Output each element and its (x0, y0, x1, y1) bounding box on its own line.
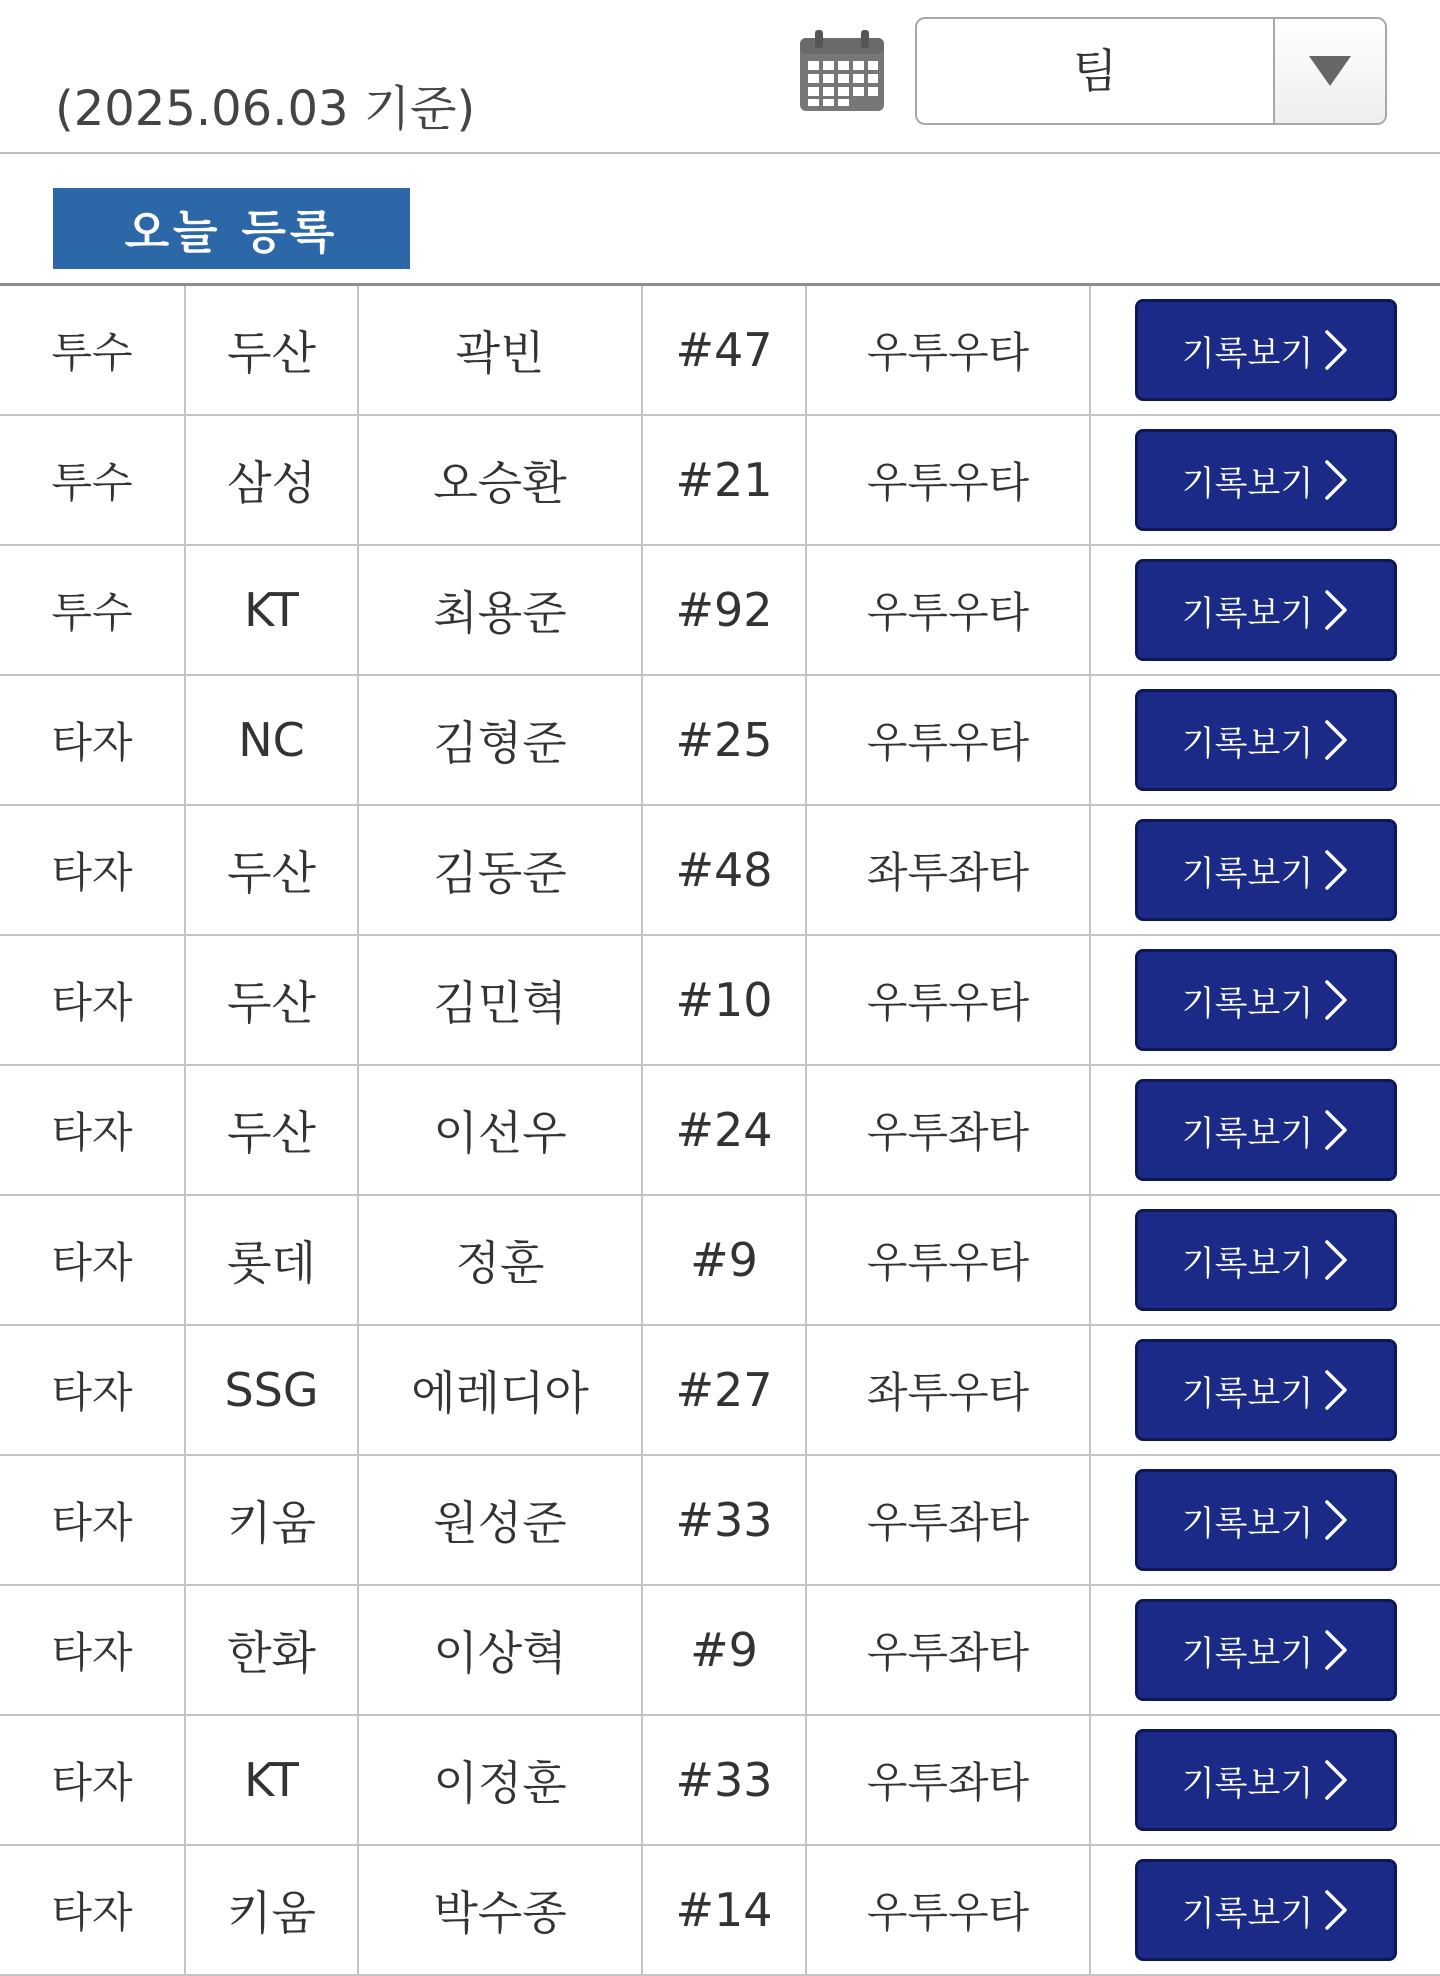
table-row (0, 935, 1440, 1065)
view-record-label: 기록보기 (1181, 723, 1314, 764)
team-cell: 두산 (185, 935, 358, 1065)
view-record-button[interactable] (1135, 949, 1397, 1051)
player-name-cell: 김형준 (358, 675, 642, 805)
view-record-label: 기록보기 (1181, 1633, 1314, 1674)
view-record-label: 기록보기 (1181, 463, 1314, 504)
view-record-button[interactable] (1135, 1469, 1397, 1571)
position-cell: 타자 (0, 1195, 185, 1325)
position-cell: 투수 (0, 415, 185, 545)
uniform-number-cell: #14 (642, 1845, 806, 1975)
table-row (0, 1845, 1440, 1975)
table-row (0, 1195, 1440, 1325)
view-record-button[interactable] (1135, 1729, 1397, 1831)
view-record-label: 기록보기 (1181, 333, 1314, 374)
view-record-button[interactable] (1135, 299, 1397, 401)
player-name-cell: 에레디아 (358, 1325, 642, 1455)
base-date-label: (2025.06.03 기준) (55, 81, 476, 137)
team-cell: 키움 (185, 1455, 358, 1585)
player-name-cell: 이상혁 (358, 1585, 642, 1715)
roster-table-body (0, 286, 1440, 1975)
view-record-button[interactable] (1135, 1859, 1397, 1961)
action-cell (1090, 1195, 1440, 1325)
action-cell (1090, 286, 1440, 415)
player-name-cell: 박수종 (358, 1845, 642, 1975)
table-row (0, 1585, 1440, 1715)
team-cell: 롯데 (185, 1195, 358, 1325)
team-cell: KT (185, 1715, 358, 1845)
action-cell (1090, 1455, 1440, 1585)
team-select-arrow[interactable] (1273, 19, 1385, 123)
team-cell: 삼성 (185, 415, 358, 545)
team-cell: 한화 (185, 1585, 358, 1715)
uniform-number-cell: #33 (642, 1715, 806, 1845)
view-record-label: 기록보기 (1181, 1503, 1314, 1544)
throw-bat-cell: 우투우타 (806, 286, 1090, 415)
uniform-number-cell: #21 (642, 415, 806, 545)
team-cell: KT (185, 545, 358, 675)
action-cell (1090, 805, 1440, 935)
chevron-right-icon (1323, 718, 1349, 762)
uniform-number-cell: #48 (642, 805, 806, 935)
player-name-cell: 정훈 (358, 1195, 642, 1325)
table-row (0, 545, 1440, 675)
view-record-label: 기록보기 (1181, 593, 1314, 634)
table-row (0, 1715, 1440, 1845)
view-record-label: 기록보기 (1181, 1113, 1314, 1154)
throw-bat-cell: 우투우타 (806, 415, 1090, 545)
team-cell: 두산 (185, 805, 358, 935)
action-cell (1090, 1065, 1440, 1195)
view-record-label: 기록보기 (1181, 1763, 1314, 1804)
view-record-button[interactable] (1135, 1339, 1397, 1441)
throw-bat-cell: 우투우타 (806, 545, 1090, 675)
action-cell (1090, 415, 1440, 545)
action-cell (1090, 1585, 1440, 1715)
position-cell: 타자 (0, 1845, 185, 1975)
uniform-number-cell: #47 (642, 286, 806, 415)
view-record-label: 기록보기 (1181, 1893, 1314, 1934)
uniform-number-cell: #27 (642, 1325, 806, 1455)
position-cell: 타자 (0, 675, 185, 805)
chevron-right-icon (1323, 458, 1349, 502)
team-select-value: 팀 (1072, 44, 1118, 98)
chevron-right-icon (1323, 588, 1349, 632)
chevron-right-icon (1323, 328, 1349, 372)
uniform-number-cell: #33 (642, 1455, 806, 1585)
table-row (0, 1455, 1440, 1585)
position-cell: 투수 (0, 545, 185, 675)
team-cell: 두산 (185, 286, 358, 415)
table-row (0, 805, 1440, 935)
throw-bat-cell: 좌투우타 (806, 1325, 1090, 1455)
team-cell: 두산 (185, 1065, 358, 1195)
view-record-button[interactable] (1135, 559, 1397, 661)
calendar-icon[interactable] (797, 28, 887, 114)
chevron-right-icon (1323, 1108, 1349, 1152)
uniform-number-cell: #92 (642, 545, 806, 675)
view-record-label: 기록보기 (1181, 853, 1314, 894)
chevron-right-icon (1323, 1758, 1349, 1802)
player-name-cell: 원성준 (358, 1455, 642, 1585)
view-record-button[interactable] (1135, 819, 1397, 921)
position-cell: 타자 (0, 935, 185, 1065)
chevron-right-icon (1323, 848, 1349, 892)
position-cell: 타자 (0, 805, 185, 935)
table-row (0, 415, 1440, 545)
view-record-button[interactable] (1135, 1209, 1397, 1311)
view-record-button[interactable] (1135, 689, 1397, 791)
chevron-right-icon (1323, 1498, 1349, 1542)
player-name-cell: 김동준 (358, 805, 642, 935)
player-name-cell: 최용준 (358, 545, 642, 675)
team-cell: NC (185, 675, 358, 805)
position-cell: 타자 (0, 1065, 185, 1195)
chevron-right-icon (1323, 1368, 1349, 1412)
view-record-label: 기록보기 (1181, 983, 1314, 1024)
player-name-cell: 이선우 (358, 1065, 642, 1195)
uniform-number-cell: #9 (642, 1585, 806, 1715)
uniform-number-cell: #24 (642, 1065, 806, 1195)
view-record-label: 기록보기 (1181, 1373, 1314, 1414)
position-cell: 타자 (0, 1455, 185, 1585)
throw-bat-cell: 우투우타 (806, 1195, 1090, 1325)
table-row (0, 1325, 1440, 1455)
player-name-cell: 이정훈 (358, 1715, 642, 1845)
table-row (0, 286, 1440, 415)
throw-bat-cell: 우투우타 (806, 675, 1090, 805)
table-row (0, 1065, 1440, 1195)
top-bar (0, 0, 1440, 154)
throw-bat-cell: 우투좌타 (806, 1455, 1090, 1585)
action-cell (1090, 675, 1440, 805)
uniform-number-cell: #25 (642, 675, 806, 805)
player-name-cell: 김민혁 (358, 935, 642, 1065)
view-record-button[interactable] (1135, 1599, 1397, 1701)
chevron-right-icon (1323, 1888, 1349, 1932)
chevron-right-icon (1323, 978, 1349, 1022)
action-cell (1090, 935, 1440, 1065)
position-cell: 투수 (0, 286, 185, 415)
position-cell: 타자 (0, 1715, 185, 1845)
chevron-right-icon (1323, 1628, 1349, 1672)
throw-bat-cell: 우투좌타 (806, 1585, 1090, 1715)
position-cell: 타자 (0, 1585, 185, 1715)
view-record-label: 기록보기 (1181, 1243, 1314, 1284)
action-cell (1090, 1715, 1440, 1845)
throw-bat-cell: 우투우타 (806, 935, 1090, 1065)
table-row (0, 675, 1440, 805)
position-cell: 타자 (0, 1325, 185, 1455)
roster-table-wrapper (0, 283, 1440, 1976)
view-record-button[interactable] (1135, 429, 1397, 531)
chevron-right-icon (1323, 1238, 1349, 1282)
player-name-cell: 곽빈 (358, 286, 642, 415)
throw-bat-cell: 우투좌타 (806, 1065, 1090, 1195)
uniform-number-cell: #9 (642, 1195, 806, 1325)
today-registered-badge: 오늘 등록 (53, 188, 410, 269)
action-cell (1090, 545, 1440, 675)
throw-bat-cell: 우투좌타 (806, 1715, 1090, 1845)
player-name-cell: 오승환 (358, 415, 642, 545)
roster-table (0, 286, 1440, 1976)
team-cell: SSG (185, 1325, 358, 1455)
team-cell: 키움 (185, 1845, 358, 1975)
triangle-down-icon (1309, 56, 1351, 86)
view-record-button[interactable] (1135, 1079, 1397, 1181)
team-select[interactable] (915, 17, 1387, 125)
action-cell (1090, 1325, 1440, 1455)
action-cell (1090, 1845, 1440, 1975)
throw-bat-cell: 우투우타 (806, 1845, 1090, 1975)
throw-bat-cell: 좌투좌타 (806, 805, 1090, 935)
uniform-number-cell: #10 (642, 935, 806, 1065)
